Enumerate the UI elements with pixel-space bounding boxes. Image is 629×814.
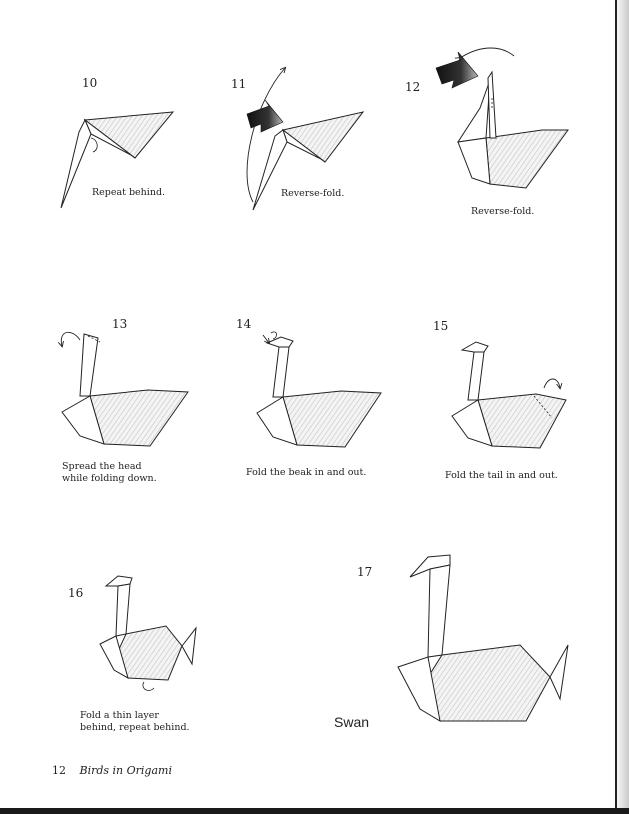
step-11-caption-line: Reverse-fold.: [281, 188, 345, 199]
step-14-caption-line: Fold the beak in and out.: [246, 467, 367, 478]
step-10-number: 10: [82, 76, 98, 90]
step-10-caption-line: Repeat behind.: [92, 187, 166, 198]
step-13-caption-line-2: while folding down.: [62, 473, 157, 484]
step-13-caption: [62, 461, 157, 485]
step-16-caption-line-1: Fold a thin layer: [80, 710, 159, 721]
step-13-number: 13: [112, 317, 128, 331]
step-16-caption-line-2: behind, repeat behind.: [80, 722, 190, 733]
page-edge: [615, 0, 629, 814]
step-15-diagram: [440, 330, 580, 460]
step-17-diagram: [390, 545, 575, 735]
step-15-caption-line: Fold the tail in and out.: [445, 470, 558, 481]
step-12-caption: [471, 206, 534, 218]
step-16-caption: [80, 710, 190, 734]
step-14-number: 14: [236, 317, 252, 331]
step-15-number: 15: [433, 319, 449, 333]
step-16-diagram: [88, 570, 208, 700]
step-10-caption: [92, 187, 165, 199]
final-title: Swan: [334, 714, 370, 730]
step-13-diagram: [50, 320, 190, 455]
step-12-diagram: [430, 38, 580, 198]
step-14-caption: [246, 467, 366, 479]
page-footer: [52, 764, 172, 777]
step-11-number: 11: [231, 77, 247, 91]
step-15-caption: [445, 470, 558, 482]
step-12-caption-line: Reverse-fold.: [471, 206, 535, 217]
book-title: Birds in Origami: [79, 764, 172, 777]
bottom-border: [0, 808, 629, 814]
step-16-number: 16: [68, 586, 84, 600]
step-13-caption-line-1: Spread the head: [62, 461, 142, 472]
step-11-caption: [281, 188, 344, 200]
page-number: 12: [52, 764, 66, 777]
page-edge-line: [615, 0, 617, 808]
step-14-diagram: [245, 325, 385, 455]
step-12-number: 12: [405, 80, 421, 94]
step-17-number: 17: [357, 565, 373, 579]
